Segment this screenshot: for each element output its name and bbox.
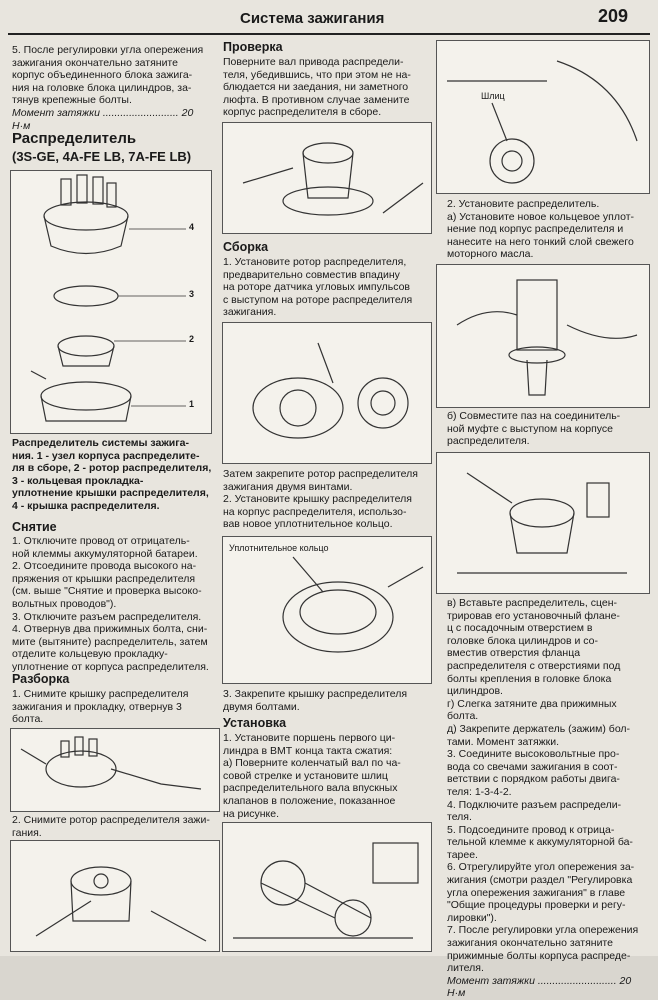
text-line: на корпус распределителя, использо- xyxy=(223,505,407,518)
text-line: 2. Снимите ротор распределителя зажи- xyxy=(12,814,210,826)
text-line: совой стрелке и установите шлиц xyxy=(223,769,388,782)
text-line: прижимные болты корпуса распреде- xyxy=(447,949,631,962)
text-line: 7. После регулировки угла опережения xyxy=(447,924,639,937)
text-line: 4 - крышка распределителя. xyxy=(12,499,160,512)
text-line: болты крепления в головке блока xyxy=(447,672,612,685)
text-line: ной клеммы аккумуляторной батареи. xyxy=(12,547,198,560)
page-header-title: Система зажигания xyxy=(240,10,385,27)
text-line: двумя болтами. xyxy=(223,700,300,713)
text-line: 5. Подсоедините провод к отрица- xyxy=(447,823,615,836)
text-line: с выступом на роторе распределителя xyxy=(223,293,413,306)
text-line: тянув крепежные болты. xyxy=(12,94,132,107)
distributor-exploded-figure xyxy=(10,170,212,434)
o-ring-install-drawing xyxy=(437,265,649,407)
text-line: уплотнение крышки распределителя, xyxy=(12,487,209,500)
text-line: Распределитель системы зажига- xyxy=(12,437,189,449)
text-line: болта. xyxy=(12,713,44,726)
text-line: ветствии с порядком работы двига- xyxy=(447,773,620,786)
text-line: вода со свечами зажигания в соот- xyxy=(447,760,618,773)
rotor-removal-drawing xyxy=(11,841,219,951)
text-line: линдра в ВМТ конца такта сжатия: xyxy=(223,744,393,757)
disassembly-step-1 xyxy=(12,688,217,726)
text-line: распределителя. xyxy=(447,435,530,448)
cap-install-drawing xyxy=(223,537,431,683)
distributor-exploded-drawing xyxy=(11,171,211,433)
text-line: вместив отверстия фланца xyxy=(447,647,581,660)
text-line: блюдается ни заедания, ни заметного xyxy=(223,81,409,94)
text-line: зажигания двумя винтами. xyxy=(223,480,353,493)
assembly-heading: Сборка xyxy=(223,240,269,254)
text-line: 1. Отключите провод от отрицатель- xyxy=(12,535,190,547)
text-line: клапанов в положение, показанное xyxy=(223,794,396,807)
text-line: ния на головке блока цилиндров, за- xyxy=(12,81,192,94)
text-line: на роторе датчика угловых импульсов xyxy=(223,281,410,294)
text-line: 1. Снимите крышку распределителя xyxy=(12,688,189,700)
callout-3: 3 xyxy=(189,289,195,299)
engine-tdc-drawing xyxy=(223,823,431,951)
slot-label: Шлиц xyxy=(481,91,505,101)
text-line: ной муфте с выступом на корпусе xyxy=(447,422,613,435)
removal-steps xyxy=(12,535,217,674)
text-line: тами. Момент затяжки. xyxy=(447,735,560,748)
text-line: пряжения от крышки распределителя xyxy=(12,572,196,585)
text-line: г) Слегка затяните два прижимных xyxy=(447,697,617,710)
text-line: б) Совместите паз на соединитель- xyxy=(447,410,621,422)
o-ring-label: Уплотнительное кольцо xyxy=(229,543,329,553)
camshaft-slot-drawing xyxy=(437,41,649,193)
torque-spec: Момент затяжки .......................... 20 Н·м xyxy=(12,106,194,132)
callout-4: 4 xyxy=(189,222,195,232)
install-step-2 xyxy=(447,198,652,261)
text-line: болта. xyxy=(447,710,479,723)
text-line: зажигания окончательно затяните xyxy=(12,56,178,69)
text-line: 2. Установите крышку распределителя xyxy=(223,493,412,506)
text-line: Поверните вал привода распредели- xyxy=(223,56,404,68)
text-line: ц с посадочным отверстием в xyxy=(447,622,593,635)
install-step-2b xyxy=(447,410,652,448)
section-title: Распределитель xyxy=(12,130,137,147)
rotor-removal-figure xyxy=(10,840,220,952)
text-line: 5. После регулировки угла опережения xyxy=(12,44,204,56)
text-line: теля: 1-3-4-2. xyxy=(447,785,512,798)
cap-install-figure xyxy=(222,536,432,684)
text-line: моторного масла. xyxy=(447,248,534,261)
text-line: тарее. xyxy=(447,848,478,861)
torque-spec: Момент затяжки ........................... 20 Н·м xyxy=(447,974,632,1000)
intro-paragraph xyxy=(12,44,212,132)
text-line: распределителя с отверстиями под xyxy=(447,659,621,672)
check-heading: Проверка xyxy=(223,40,283,54)
text-line: 3. Закрепите крышку распределителя xyxy=(223,688,408,700)
o-ring-install-figure xyxy=(436,264,650,408)
text-line: трировав его установочный флане- xyxy=(447,609,620,622)
install-heading: Установка xyxy=(223,716,287,730)
text-line: угла опережения зажигания" в главе xyxy=(447,886,626,899)
text-line: 6. Отрегулируйте угол опережения за- xyxy=(447,861,635,874)
rotor-install-drawing xyxy=(223,323,431,463)
text-line: вольтных проводов"). xyxy=(12,597,117,610)
text-line: а) Установите новое кольцевое уплот- xyxy=(447,210,635,223)
header-rule xyxy=(8,33,650,35)
text-line: "Общие процедуры проверки и регу- xyxy=(447,899,626,912)
text-line: 4. Отвернув два прижимных болта, сни- xyxy=(12,623,208,636)
text-line: предварительно совместив впадину xyxy=(223,268,400,281)
text-line: головке блока цилиндров и со- xyxy=(447,634,599,647)
engine-tdc-figure xyxy=(222,822,432,952)
install-step-1 xyxy=(223,732,428,820)
text-line: 3. Отключите разъем распределителя. xyxy=(12,610,202,623)
text-line: Затем закрепите ротор распределителя xyxy=(223,468,418,480)
text-line: лителя. xyxy=(447,962,484,975)
text-line: на рисунке. xyxy=(223,807,280,820)
text-line: ния. 1 - узел корпуса распределите- xyxy=(12,449,200,462)
text-line: зажигания и прокладку, отвернув 3 xyxy=(12,700,182,713)
text-line: д) Закрепите держатель (зажим) бол- xyxy=(447,722,631,735)
text-line: корпус объединенного блока зажига- xyxy=(12,69,193,82)
text-line: зажигания. xyxy=(223,306,277,319)
text-line: распределительного вала впускных xyxy=(223,782,398,795)
assembly-step-1 xyxy=(223,256,428,319)
text-line: теля. xyxy=(447,811,472,824)
assembly-step-3 xyxy=(223,688,428,713)
camshaft-slot-figure xyxy=(436,40,650,194)
text-line: 3. Соедините высоковольтные про- xyxy=(447,748,620,761)
text-line: зажигания окончательно затяните xyxy=(447,937,613,950)
figure-caption xyxy=(12,437,217,513)
text-line: нение под корпус распределителя и xyxy=(447,223,624,236)
text-line: вав новое уплотнительное кольцо. xyxy=(223,518,393,531)
text-line: ля в сборе, 2 - ротор распределителя, xyxy=(12,462,212,475)
distributor-insert-drawing xyxy=(437,453,649,593)
text-line: 2. Отсоедините провода высокого на- xyxy=(12,560,197,573)
text-line: 1. Установите ротор распределителя, xyxy=(223,256,407,268)
text-line: люфта. В противном случае замените xyxy=(223,93,410,106)
text-line: тельной клемме к аккумуляторной ба- xyxy=(447,836,633,849)
text-line: мите (вытяните) распределитель, затем xyxy=(12,635,208,648)
disassembly-step-2 xyxy=(12,814,217,839)
cap-removal-figure xyxy=(10,728,220,812)
section-subtitle: (3S-GE, 4A-FE LB, 7A-FE LB) xyxy=(12,149,192,164)
text-line: корпус распределителя в сборе. xyxy=(223,106,382,119)
removal-heading: Снятие xyxy=(12,520,57,534)
assembly-continued xyxy=(223,468,428,531)
text-line: теля, убедившись, что при этом не на- xyxy=(223,68,411,81)
disassembly-heading: Разборка xyxy=(12,672,70,686)
text-line: 2. Установите распределитель. xyxy=(447,198,600,210)
cap-removal-drawing xyxy=(11,729,219,811)
text-line: 3 - кольцевая прокладка- xyxy=(12,474,144,487)
check-paragraph xyxy=(223,56,428,119)
text-line: цилиндров. xyxy=(447,685,503,698)
distributor-insert-figure xyxy=(436,452,650,594)
text-line: жигания (смотри раздел "Регулировка xyxy=(447,874,633,887)
text-line: а) Поверните коленчатый вал по ча- xyxy=(223,757,401,770)
text-line: (см. выше "Снятие и проверка высоко- xyxy=(12,585,202,598)
text-line: лировки"). xyxy=(447,911,497,924)
callout-2: 2 xyxy=(189,334,195,344)
rotor-install-figure xyxy=(222,322,432,464)
text-line: 4. Подключите разъем распредели- xyxy=(447,798,622,811)
text-line: гания. xyxy=(12,826,42,839)
text-line: 1. Установите поршень первого ци- xyxy=(223,732,396,744)
text-line: уплотнение от корпуса распределителя. xyxy=(12,660,209,673)
install-steps-continued xyxy=(447,597,652,1000)
page-number: 209 xyxy=(598,6,629,26)
callout-1: 1 xyxy=(189,399,195,409)
shaft-check-figure xyxy=(222,122,432,234)
text-line: отделите кольцевую прокладку- xyxy=(12,648,168,661)
shaft-check-drawing xyxy=(223,123,431,233)
text-line: в) Вставьте распределитель, сцен- xyxy=(447,597,618,609)
text-line: нанесите на него тонкий слой свежего xyxy=(447,235,634,248)
